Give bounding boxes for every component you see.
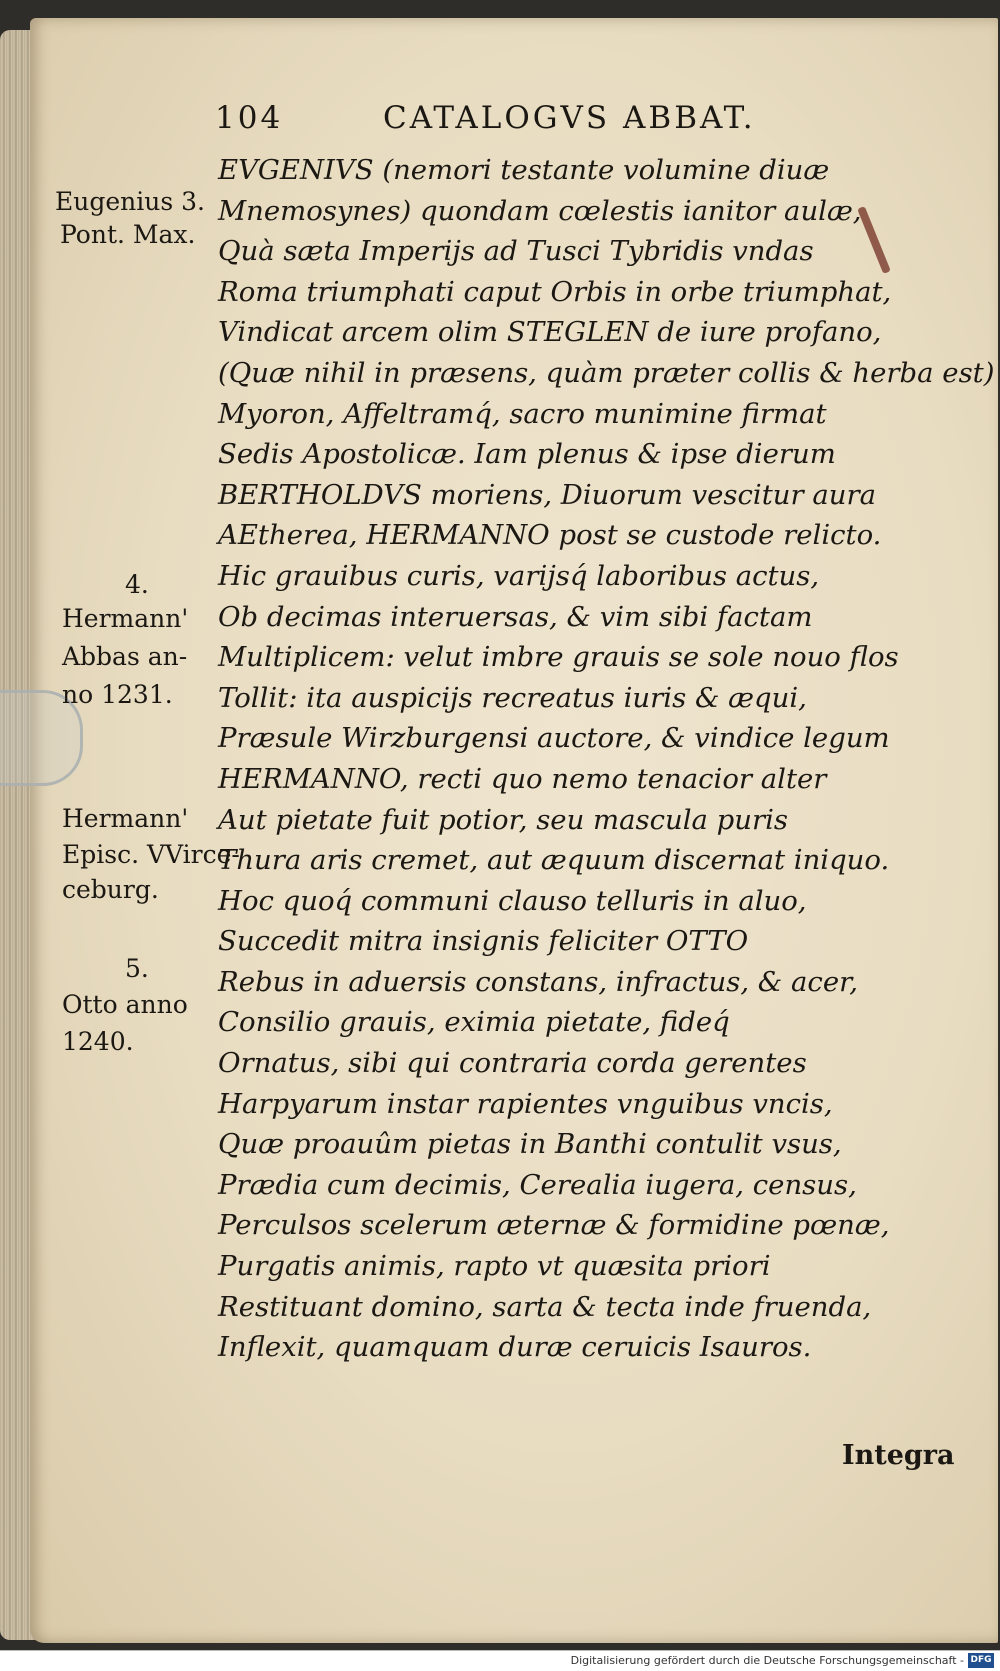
margin-note-hermann-bishop: Episc. VVirce-: [62, 840, 240, 869]
verse-line: Hic grauibus curis, varijsq́ laboribus actus,: [218, 559, 820, 592]
margin-note-hermann-bishop: ceburg.: [62, 875, 159, 904]
margin-note-eugenius: Eugenius 3.: [55, 187, 205, 216]
verse-line: HERMANNO, recti quo nemo tenacior alter: [218, 762, 827, 795]
verse-line: Hoc quoq́ communi clauso telluris in aluo,: [218, 884, 807, 917]
page-number: 104: [215, 100, 284, 136]
verse-line: Vindicat arcem olim STEGLEN de iure profano,: [218, 316, 882, 349]
margin-note-otto: Otto anno: [62, 990, 188, 1019]
verse-line: Ornatus, sibi qui contraria corda gerentes: [218, 1047, 807, 1080]
verse-line: Rebus in aduersis constans, infractus, & acer,: [218, 965, 858, 998]
margin-note-otto: 1240.: [62, 1027, 134, 1056]
margin-note-number: 5.: [125, 954, 149, 983]
running-head: [215, 100, 815, 144]
verse-line: Prædia cum decimis, Cerealia iugera, census,: [218, 1168, 857, 1201]
footer-bar: [0, 1650, 1000, 1671]
verse-line: EVGENIVS (nemori testante volumine diuæ: [218, 154, 830, 186]
margin-note-hermann-bishop: Hermann': [62, 804, 189, 833]
verse-line: Thura aris cremet, aut æquum discernat iniquo.: [218, 844, 890, 877]
verse-line: (Quæ nihil in præsens, quàm præter collis & herba est): [218, 356, 995, 389]
verse-line: Aut pietate fuit potior, seu mascula puris: [218, 803, 789, 836]
verse-line: Sedis Apostolicæ. Iam plenus & ipse dierum: [218, 438, 836, 471]
margin-note-hermann-abbot: Abbas an-: [62, 642, 188, 671]
verse-line: Quà sæta Imperijs ad Tusci Tybridis vndas: [218, 235, 814, 268]
verse-line: Roma triumphati caput Orbis in orbe triumphat,: [218, 275, 892, 308]
verse-line: Tollit: ita auspicijs recreatus iuris & æqui,: [218, 681, 807, 714]
verse-line: AEtherea, HERMANNO post se custode relicto.: [218, 519, 882, 552]
funding-note: Digitalisierung gefördert durch die Deutsche Forschungsgemeinschaft -: [570, 1654, 964, 1667]
margin-note-eugenius: Pont. Max.: [60, 220, 196, 249]
verse-line: Purgatis animis, rapto vt quæsita priori: [218, 1250, 771, 1283]
verse-line: BERTHOLDVS moriens, Diuorum vescitur aura: [218, 478, 876, 511]
verse-line: Ob decimas interuersas, & vim sibi factam: [218, 600, 813, 633]
verse-line: Inflexit, quamquam duræ ceruicis Isauros.: [218, 1331, 812, 1364]
verse-line: Harpyarum instar rapientes vnguibus vncis,: [218, 1087, 833, 1120]
verse-line: Myoron, Affeltramq́, sacro munimine firmat: [218, 397, 827, 430]
verse-line: Restituant domino, sarta & tecta inde fruenda,: [218, 1290, 872, 1323]
verse-line: Perculsos scelerum æternæ & formidine pœnæ,: [218, 1209, 890, 1242]
running-title: CATALOGVS ABBAT.: [383, 100, 756, 136]
verse-line: Præsule Wirzburgensi auctore, & vindice legum: [218, 722, 890, 755]
margin-note-hermann-abbot: no 1231.: [62, 680, 173, 709]
margin-note-number: 4.: [125, 570, 149, 599]
verse-line: Consilio grauis, eximia pietate, fideq́: [218, 1006, 730, 1039]
verse-line: Succedit mitra insignis feliciter OTTO: [218, 925, 749, 958]
catchword: Integra: [842, 1440, 955, 1471]
margin-note-hermann-abbot: Hermann': [62, 604, 189, 633]
verse-block: [218, 150, 995, 1368]
dfg-logo-icon: DFG: [968, 1653, 994, 1668]
verse-line: Mnemosynes) quondam cœlestis ianitor aulæ,: [218, 194, 862, 227]
verse-line: Multiplicem: velut imbre grauis se sole nouo flos: [218, 641, 899, 674]
verse-line: Quæ proauûm pietas in Banthi contulit vsus,: [218, 1128, 842, 1161]
